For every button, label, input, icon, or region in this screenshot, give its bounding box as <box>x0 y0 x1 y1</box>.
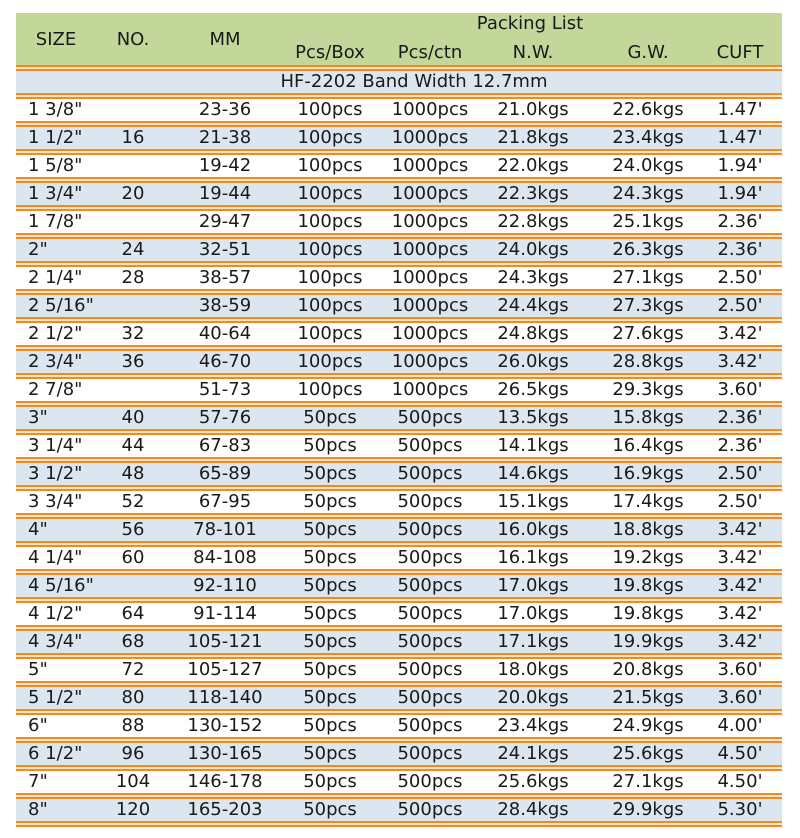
cell-pcs-ctn: 500pcs <box>397 435 463 456</box>
cell-pcs-box: 100pcs <box>297 127 363 148</box>
cell-mm: 105-121 <box>187 631 263 652</box>
cell-pcs-box: 100pcs <box>297 99 363 120</box>
cell-pcs-box: 50pcs <box>303 547 357 568</box>
cell-nw: 14.6kgs <box>497 463 569 484</box>
cell-gw: 19.8kgs <box>612 603 684 624</box>
table-row <box>16 267 782 289</box>
table-row <box>16 519 782 541</box>
cell-cuft: 3.60' <box>717 687 763 708</box>
cell-pcs-box: 50pcs <box>303 435 357 456</box>
cell-mm: 130-152 <box>187 715 263 736</box>
table-row <box>16 99 782 121</box>
cell-pcs-ctn: 500pcs <box>397 715 463 736</box>
cell-size: 2 1/2" <box>28 323 83 344</box>
cell-gw: 21.5kgs <box>612 687 684 708</box>
cell-cuft: 3.42' <box>717 519 763 540</box>
cell-mm: 67-95 <box>198 491 252 512</box>
cell-mm: 19-44 <box>198 183 252 204</box>
cell-nw: 24.1kgs <box>497 743 569 764</box>
cell-no: 64 <box>121 603 145 624</box>
cell-pcs-box: 50pcs <box>303 463 357 484</box>
cell-mm: 118-140 <box>187 687 263 708</box>
table-row <box>16 799 782 821</box>
cell-nw: 20.0kgs <box>497 687 569 708</box>
cell-nw: 14.1kgs <box>497 435 569 456</box>
cell-pcs-ctn: 500pcs <box>397 659 463 680</box>
cell-no: 36 <box>121 351 145 372</box>
cell-gw: 19.2kgs <box>612 547 684 568</box>
cell-mm: 32-51 <box>198 239 252 260</box>
table-row <box>16 127 782 149</box>
cell-mm: 40-64 <box>198 323 252 344</box>
cell-gw: 23.4kgs <box>612 127 684 148</box>
table-row <box>16 715 782 737</box>
cell-size: 1 7/8" <box>28 211 83 232</box>
cell-no: 72 <box>121 659 145 680</box>
table-row <box>16 491 782 513</box>
header-gw: G.W. <box>627 42 669 63</box>
cell-mm: 23-36 <box>198 99 252 120</box>
cell-pcs-ctn: 500pcs <box>397 631 463 652</box>
cell-mm: 130-165 <box>187 743 263 764</box>
cell-pcs-box: 100pcs <box>297 323 363 344</box>
cell-gw: 27.1kgs <box>612 771 684 792</box>
cell-nw: 22.8kgs <box>497 211 569 232</box>
cell-size: 2 7/8" <box>28 379 83 400</box>
cell-pcs-ctn: 1000pcs <box>391 183 469 204</box>
cell-pcs-box: 50pcs <box>303 407 357 428</box>
cell-size: 1 5/8" <box>28 155 83 176</box>
table-row <box>16 771 782 793</box>
cell-mm: 165-203 <box>187 799 263 820</box>
cell-gw: 17.4kgs <box>612 491 684 512</box>
header-pcs-ctn: Pcs/ctn <box>397 42 463 63</box>
header-nw: N.W. <box>512 42 554 63</box>
cell-pcs-ctn: 500pcs <box>397 603 463 624</box>
cell-cuft: 3.42' <box>717 323 763 344</box>
cell-pcs-box: 100pcs <box>297 351 363 372</box>
cell-gw: 24.9kgs <box>612 715 684 736</box>
table-header <box>16 13 782 65</box>
cell-mm: 91-114 <box>193 603 257 624</box>
cell-pcs-box: 50pcs <box>303 603 357 624</box>
cell-size: 8" <box>28 799 48 820</box>
table-row <box>16 743 782 765</box>
cell-gw: 18.8kgs <box>612 519 684 540</box>
cell-gw: 22.6kgs <box>612 99 684 120</box>
cell-size: 2 3/4" <box>28 351 83 372</box>
cell-mm: 46-70 <box>198 351 252 372</box>
cell-no: 104 <box>115 771 151 792</box>
cell-pcs-ctn: 500pcs <box>397 687 463 708</box>
cell-nw: 21.8kgs <box>497 127 569 148</box>
cell-no: 68 <box>121 631 145 652</box>
cell-size: 2 1/4" <box>28 267 83 288</box>
cell-no: 60 <box>121 547 145 568</box>
cell-nw: 21.0kgs <box>497 99 569 120</box>
cell-pcs-box: 50pcs <box>303 491 357 512</box>
cell-size: 7" <box>28 771 48 792</box>
cell-gw: 24.0kgs <box>612 155 684 176</box>
cell-nw: 22.3kgs <box>497 183 569 204</box>
cell-nw: 24.3kgs <box>497 267 569 288</box>
cell-mm: 38-57 <box>198 267 252 288</box>
cell-pcs-box: 100pcs <box>297 183 363 204</box>
cell-cuft: 2.50' <box>717 267 763 288</box>
cell-no: 56 <box>121 519 145 540</box>
cell-nw: 17.0kgs <box>497 575 569 596</box>
cell-cuft: 3.42' <box>717 603 763 624</box>
table-row <box>16 547 782 569</box>
cell-gw: 27.3kgs <box>612 295 684 316</box>
cell-pcs-ctn: 500pcs <box>397 407 463 428</box>
cell-no: 20 <box>121 183 145 204</box>
cell-size: 3 1/4" <box>28 435 83 456</box>
table-row <box>16 211 782 233</box>
cell-gw: 16.9kgs <box>612 463 684 484</box>
header-pcs-box: Pcs/Box <box>295 42 365 63</box>
cell-nw: 23.4kgs <box>497 715 569 736</box>
cell-no: 96 <box>121 743 145 764</box>
cell-pcs-box: 50pcs <box>303 799 357 820</box>
cell-nw: 15.1kgs <box>497 491 569 512</box>
cell-nw: 18.0kgs <box>497 659 569 680</box>
cell-nw: 26.0kgs <box>497 351 569 372</box>
cell-no: 28 <box>121 267 145 288</box>
cell-mm: 21-38 <box>198 127 252 148</box>
table-row <box>16 379 782 401</box>
cell-pcs-ctn: 1000pcs <box>391 323 469 344</box>
cell-gw: 19.9kgs <box>612 631 684 652</box>
cell-gw: 26.3kgs <box>612 239 684 260</box>
cell-mm: 105-127 <box>187 659 263 680</box>
cell-pcs-ctn: 500pcs <box>397 547 463 568</box>
cell-pcs-box: 50pcs <box>303 715 357 736</box>
cell-pcs-box: 100pcs <box>297 211 363 232</box>
cell-cuft: 4.00' <box>717 715 763 736</box>
cell-mm: 78-101 <box>193 519 257 540</box>
cell-pcs-box: 100pcs <box>297 379 363 400</box>
cell-pcs-box: 50pcs <box>303 687 357 708</box>
cell-nw: 26.5kgs <box>497 379 569 400</box>
cell-mm: 38-59 <box>198 295 252 316</box>
cell-cuft: 3.42' <box>717 547 763 568</box>
cell-gw: 29.3kgs <box>612 379 684 400</box>
cell-pcs-ctn: 500pcs <box>397 519 463 540</box>
cell-size: 4" <box>28 519 48 540</box>
cell-cuft: 4.50' <box>717 771 763 792</box>
cell-gw: 28.8kgs <box>612 351 684 372</box>
cell-mm: 51-73 <box>198 379 252 400</box>
header-packing-list: Packing List <box>476 13 584 34</box>
cell-pcs-box: 50pcs <box>303 659 357 680</box>
table-row <box>16 183 782 205</box>
cell-no: 24 <box>121 239 145 260</box>
header-no: NO. <box>116 29 150 50</box>
cell-cuft: 1.94' <box>717 183 763 204</box>
cell-pcs-ctn: 500pcs <box>397 799 463 820</box>
cell-pcs-ctn: 500pcs <box>397 771 463 792</box>
cell-nw: 24.4kgs <box>497 295 569 316</box>
cell-pcs-box: 100pcs <box>297 295 363 316</box>
cell-nw: 24.8kgs <box>497 323 569 344</box>
cell-no: 80 <box>121 687 145 708</box>
cell-size: 3" <box>28 407 48 428</box>
cell-nw: 24.0kgs <box>497 239 569 260</box>
cell-pcs-ctn: 1000pcs <box>391 379 469 400</box>
cell-size: 2" <box>28 239 48 260</box>
divider <box>16 821 782 827</box>
cell-no: 32 <box>121 323 145 344</box>
cell-gw: 27.6kgs <box>612 323 684 344</box>
cell-mm: 19-42 <box>198 155 252 176</box>
cell-pcs-ctn: 1000pcs <box>391 267 469 288</box>
header-mm: MM <box>209 29 241 50</box>
cell-pcs-ctn: 1000pcs <box>391 239 469 260</box>
cell-gw: 27.1kgs <box>612 267 684 288</box>
cell-mm: 92-110 <box>193 575 257 596</box>
cell-nw: 28.4kgs <box>497 799 569 820</box>
table-row <box>16 323 782 345</box>
cell-nw: 17.1kgs <box>497 631 569 652</box>
table-row <box>16 239 782 261</box>
cell-gw: 25.1kgs <box>612 211 684 232</box>
cell-no: 48 <box>121 463 145 484</box>
cell-mm: 67-83 <box>198 435 252 456</box>
cell-cuft: 2.36' <box>717 239 763 260</box>
table-row <box>16 463 782 485</box>
cell-pcs-box: 100pcs <box>297 267 363 288</box>
cell-pcs-ctn: 500pcs <box>397 491 463 512</box>
cell-pcs-box: 50pcs <box>303 743 357 764</box>
cell-size: 5 1/2" <box>28 687 83 708</box>
cell-cuft: 2.50' <box>717 463 763 484</box>
cell-pcs-ctn: 500pcs <box>397 463 463 484</box>
cell-pcs-ctn: 1000pcs <box>391 127 469 148</box>
cell-gw: 20.8kgs <box>612 659 684 680</box>
cell-pcs-ctn: 1000pcs <box>391 211 469 232</box>
cell-nw: 17.0kgs <box>497 603 569 624</box>
cell-size: 1 1/2" <box>28 127 83 148</box>
cell-pcs-ctn: 500pcs <box>397 575 463 596</box>
cell-mm: 65-89 <box>198 463 252 484</box>
cell-pcs-ctn: 1000pcs <box>391 295 469 316</box>
table-row <box>16 407 782 429</box>
cell-cuft: 3.60' <box>717 659 763 680</box>
cell-cuft: 1.47' <box>717 127 763 148</box>
cell-mm: 84-108 <box>193 547 257 568</box>
cell-pcs-ctn: 500pcs <box>397 743 463 764</box>
cell-gw: 29.9kgs <box>612 799 684 820</box>
cell-gw: 16.4kgs <box>612 435 684 456</box>
cell-pcs-ctn: 1000pcs <box>391 155 469 176</box>
cell-cuft: 2.50' <box>717 491 763 512</box>
header-size: SIZE <box>35 29 77 50</box>
cell-cuft: 3.42' <box>717 351 763 372</box>
cell-nw: 16.0kgs <box>497 519 569 540</box>
cell-nw: 25.6kgs <box>497 771 569 792</box>
cell-size: 4 5/16" <box>28 575 94 596</box>
cell-cuft: 3.60' <box>717 379 763 400</box>
cell-cuft: 3.42' <box>717 575 763 596</box>
cell-pcs-box: 50pcs <box>303 771 357 792</box>
cell-size: 5" <box>28 659 48 680</box>
cell-nw: 16.1kgs <box>497 547 569 568</box>
cell-size: 3 1/2" <box>28 463 83 484</box>
cell-no: 44 <box>121 435 145 456</box>
cell-size: 1 3/4" <box>28 183 83 204</box>
cell-gw: 15.8kgs <box>612 407 684 428</box>
cell-cuft: 4.50' <box>717 743 763 764</box>
cell-mm: 146-178 <box>187 771 263 792</box>
cell-no: 88 <box>121 715 145 736</box>
table-row <box>16 351 782 373</box>
cell-no: 40 <box>121 407 145 428</box>
cell-size: 4 1/2" <box>28 603 83 624</box>
cell-size: 4 3/4" <box>28 631 83 652</box>
cell-gw: 24.3kgs <box>612 183 684 204</box>
cell-cuft: 2.36' <box>717 435 763 456</box>
cell-pcs-ctn: 1000pcs <box>391 351 469 372</box>
packing-list-table <box>16 13 782 827</box>
cell-gw: 25.6kgs <box>612 743 684 764</box>
table-row <box>16 659 782 681</box>
cell-no: 16 <box>121 127 145 148</box>
cell-cuft: 5.30' <box>717 799 763 820</box>
cell-cuft: 1.94' <box>717 155 763 176</box>
table-row <box>16 603 782 625</box>
header-cuft: CUFT <box>716 42 764 63</box>
cell-pcs-box: 50pcs <box>303 631 357 652</box>
cell-size: 4 1/4" <box>28 547 83 568</box>
cell-cuft: 2.36' <box>717 407 763 428</box>
cell-pcs-box: 100pcs <box>297 155 363 176</box>
table-row <box>16 687 782 709</box>
cell-mm: 29-47 <box>198 211 252 232</box>
table-row <box>16 631 782 653</box>
cell-no: 120 <box>115 799 151 820</box>
table-row <box>16 155 782 177</box>
cell-no: 52 <box>121 491 145 512</box>
cell-size: 2 5/16" <box>28 295 94 316</box>
cell-size: 6 1/2" <box>28 743 83 764</box>
cell-pcs-ctn: 1000pcs <box>391 99 469 120</box>
cell-nw: 22.0kgs <box>497 155 569 176</box>
cell-cuft: 2.50' <box>717 295 763 316</box>
cell-cuft: 2.36' <box>717 211 763 232</box>
cell-pcs-box: 50pcs <box>303 575 357 596</box>
cell-gw: 19.8kgs <box>612 575 684 596</box>
table-row <box>16 575 782 597</box>
cell-nw: 13.5kgs <box>497 407 569 428</box>
cell-size: 6" <box>28 715 48 736</box>
model-band-row: HF-2202 Band Width 12.7mm <box>16 71 782 93</box>
cell-cuft: 1.47' <box>717 99 763 120</box>
cell-pcs-box: 100pcs <box>297 239 363 260</box>
cell-cuft: 3.42' <box>717 631 763 652</box>
cell-size: 1 3/8" <box>28 99 83 120</box>
cell-mm: 57-76 <box>198 407 252 428</box>
cell-size: 3 3/4" <box>28 491 83 512</box>
table-row <box>16 435 782 457</box>
table-row <box>16 295 782 317</box>
cell-pcs-box: 50pcs <box>303 519 357 540</box>
